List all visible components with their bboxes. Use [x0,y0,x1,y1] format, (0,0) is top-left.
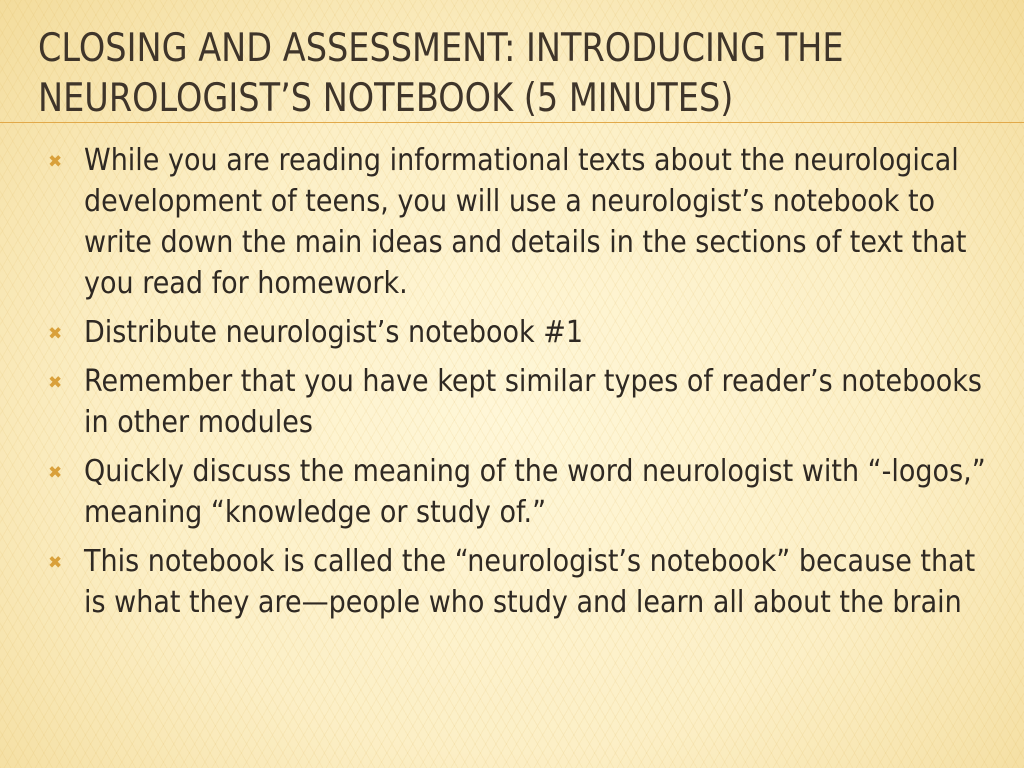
x-bullet-icon: ✖ [48,324,63,344]
title-divider [0,122,1024,123]
bullet-item [48,312,998,353]
bullet-item [48,541,998,623]
slide-title [38,24,864,124]
bullet-text: Quickly discuss the meaning of the word neurologist with “-logos,” meaning “knowledge or study of.” [84,454,986,530]
x-bullet-icon: ✖ [48,152,63,172]
x-bullet-icon: ✖ [48,553,63,573]
bullet-item [48,140,998,304]
slide-title-line-1: CLOSING AND ASSESSMENT: INTRODUCING THE [38,26,844,71]
slide-title-line-2: NEUROLOGIST’S NOTEBOOK (5 MINUTES) [38,76,734,121]
x-bullet-icon: ✖ [48,463,63,483]
bullet-text: Distribute neurologist’s notebook #1 [84,315,584,350]
bullet-item [48,361,998,443]
bullet-text: This notebook is called the “neurologist’s notebook” because that is what they are—people who study and learn all about the brain [84,544,976,620]
bullet-text: Remember that you have kept similar types of reader’s notebooks in other modules [84,364,982,440]
x-bullet-icon: ✖ [48,373,63,393]
bullet-list [48,140,998,631]
bullet-text: While you are reading informational texts about the neurological development of teens, you will use a neurologist’s notebook to write down the main ideas and details in the sections of text that you read for homework. [84,143,967,301]
bullet-item [48,451,998,533]
